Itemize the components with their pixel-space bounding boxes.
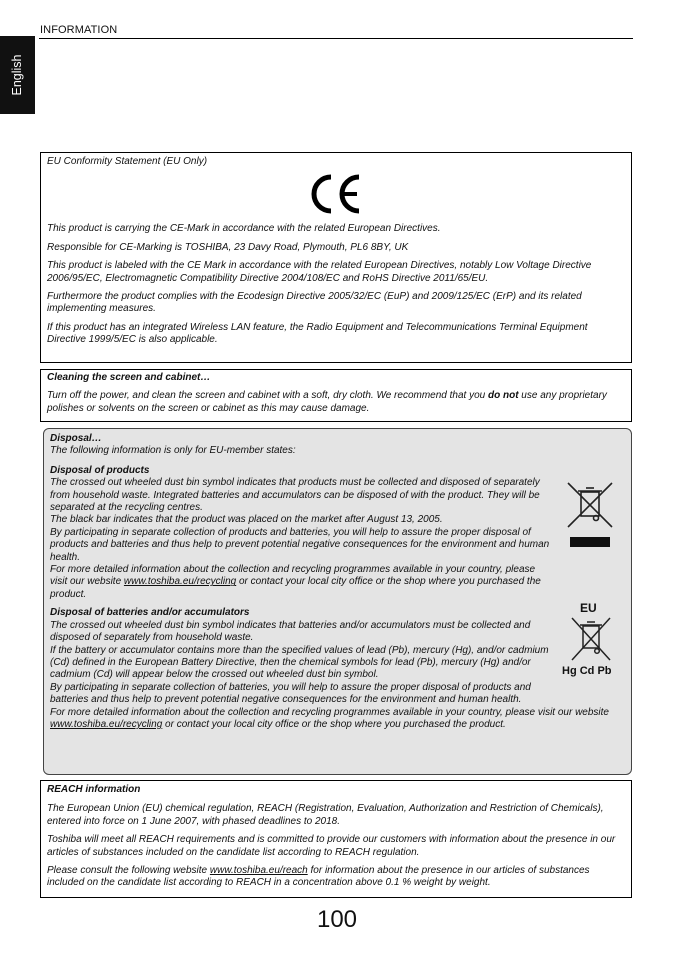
- disposal-products-paragraph: By participating in separate collection of products and batteries, you will help to assure the proper disposal of products and batteries and thus help to prevent potential negative consequences for the environment and human health.: [50, 526, 550, 563]
- crossed-wheelie-bin-icon: [569, 614, 613, 664]
- text-part: Please consult the following website: [47, 865, 210, 877]
- disposal-batteries-subtitle: Disposal of batteries and/or accumulators: [50, 607, 250, 619]
- cleaning-text-part: use any proprietary polishes or solvents on the screen or cabinet as this may cause damage.: [47, 390, 607, 414]
- disposal-box: [43, 428, 632, 775]
- reach-paragraph: [47, 865, 625, 890]
- chemical-symbols-label: Hg Cd Pb: [562, 665, 612, 677]
- disposal-batteries-paragraph: By participating in separate collection of batteries, you will help to assure the proper disposal of products and batteries and thus help to prevent potential negative consequences for the environment and human health.: [50, 681, 531, 706]
- eu-conformity-paragraph: Responsible for CE-Marking is TOSHIBA, 23 Davy Road, Plymouth, PL6 8BY, UK: [47, 241, 409, 253]
- disposal-products-paragraph: [50, 564, 550, 601]
- reach-title: REACH information: [47, 784, 141, 795]
- disposal-batteries-paragraph: The crossed out wheeled dust bin symbol indicates that batteries and/or accumulators must be collected and disposed of separately from household waste.: [50, 619, 531, 644]
- disposal-batteries-paragraph: If the battery or accumulator contains more than the specified values of lead (Pb), mercury (Hg), and/or cadmium (Cd) defined in the European Battery Directive, then the chemical symbols for lead (Pb), mercury (Hg) and/or cadmium (Cd) will appear below the crossed out wheeled dust bin symbol.: [50, 644, 549, 681]
- eu-conformity-paragraph: If this product has an integrated Wireless LAN feature, the Radio Equipment and Telecommunications Terminal Equipment Directive 1999/5/EC is also applicable.: [47, 321, 588, 346]
- cleaning-title: Cleaning the screen and cabinet…: [47, 372, 211, 383]
- black-bar-icon: [570, 537, 610, 547]
- recycling-link[interactable]: www.toshiba.eu/recycling: [123, 576, 237, 588]
- text-part: or contact your local city office or the shop where you purchased the product.: [162, 718, 506, 730]
- text-part: or contact your local city office or the shop where you purchased the product.: [50, 576, 541, 600]
- disposal-products-paragraph: The black bar indicates that the product was placed on the market after August 13, 2005.: [50, 514, 443, 526]
- cleaning-text: [47, 390, 625, 415]
- header-rule: [39, 38, 633, 39]
- cleaning-text-bold: do not: [487, 390, 519, 402]
- reach-link[interactable]: www.toshiba.eu/reach: [209, 865, 308, 877]
- reach-paragraph: Toshiba will meet all REACH requirements and is committed to provide our customers with information about the presence in our articles of substances included on the candidate list according to REACH regulation.: [47, 834, 616, 858]
- eu-label: EU: [580, 601, 597, 615]
- reach-paragraph: The European Union (EU) chemical regulation, REACH (Registration, Evaluation, Authorization and Restriction of Chemicals), entered into force on 1 June 2007, with phased deadlines to 2018.: [47, 803, 604, 827]
- eu-conformity-title: EU Conformity Statement (EU Only): [47, 156, 208, 167]
- eu-conformity-paragraph: This product is labeled with the CE Mark in accordance with the related European Directives, notably Low Voltage Directive 2006/95/EC, Electromagnetic Compatibility Directive 2004/108/EC and RoHS Directive 2011/65/EU.: [47, 260, 592, 284]
- disposal-title: Disposal…: [50, 433, 102, 444]
- text-part: For more detailed information about the collection and recycling programmes available in your country, please visit our website: [50, 706, 609, 718]
- disposal-batteries-paragraph: [50, 707, 625, 732]
- disposal-products-paragraph: The crossed out wheeled dust bin symbol indicates that products must be collected and disposed of separately from household waste. Integrated batteries and accumulators can be disposed of with the product. They will be separated at the recycling centres.: [50, 477, 540, 514]
- language-tab-label: English: [10, 54, 24, 96]
- eu-conformity-paragraph: This product is carrying the CE-Mark in accordance with the related European Directives.: [47, 223, 441, 235]
- cleaning-box: [40, 369, 632, 422]
- page-number: 100: [316, 906, 358, 933]
- cleaning-text-part: Turn off the power, and clean the screen and cabinet with a soft, dry cloth. We recommend that you: [47, 390, 488, 402]
- recycling-link[interactable]: www.toshiba.eu/recycling: [50, 718, 163, 730]
- eu-conformity-box: [40, 152, 632, 363]
- language-tab: [0, 36, 35, 114]
- eu-conformity-paragraph: Furthermore the product complies with the Ecodesign Directive 2005/32/EC (EuP) and 2009/125/EC (ErP) and its related implementing measures.: [47, 291, 582, 315]
- reach-box: [40, 780, 632, 898]
- crossed-wheelie-bin-icon: [564, 479, 616, 531]
- disposal-products-subtitle: Disposal of products: [50, 464, 150, 476]
- disposal-intro: The following information is only for EU-member states:: [50, 445, 296, 457]
- ce-mark-icon: [307, 172, 365, 216]
- text-part: For more detailed information about the collection and recycling programmes available in your country, please visit our website: [50, 564, 536, 588]
- text-part: for information about the presence in our articles of substances included on the candidate list according to REACH in a concentration above 0.1 % weight by weight.: [47, 865, 590, 889]
- section-header: INFORMATION: [40, 24, 118, 36]
